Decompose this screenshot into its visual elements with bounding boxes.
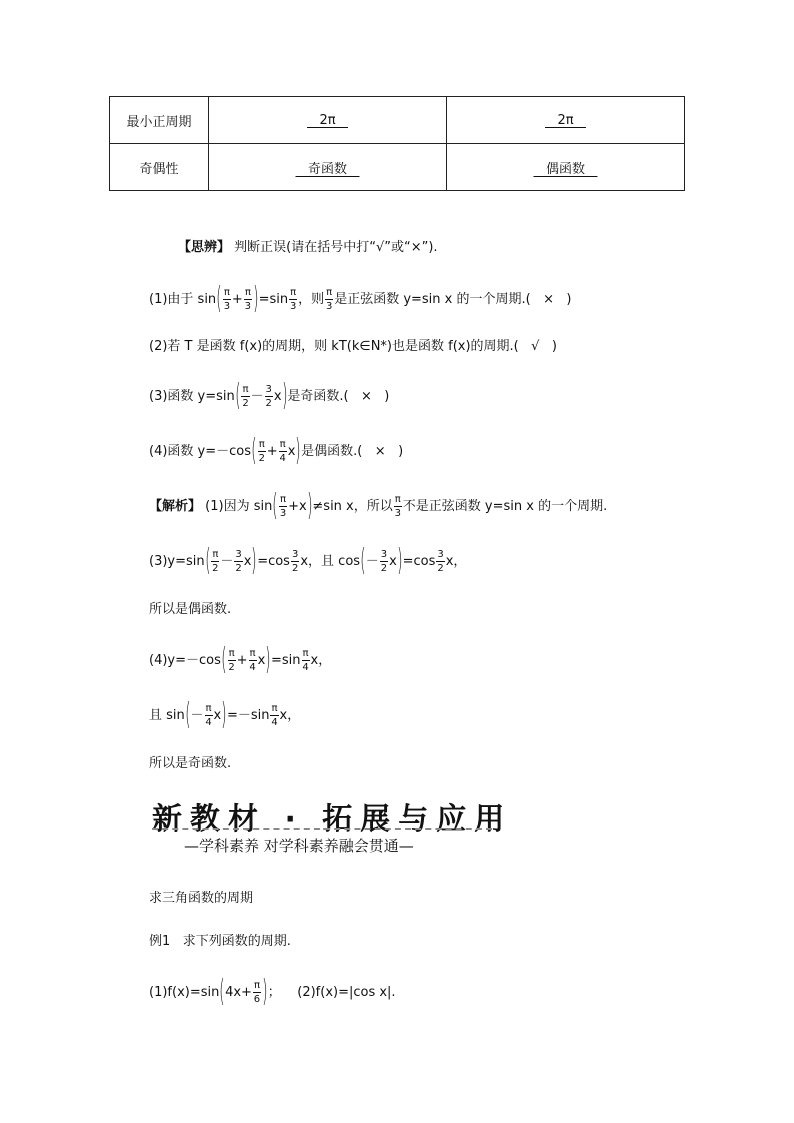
answer-mark: ×	[374, 443, 386, 459]
cell-value: 2π	[209, 97, 447, 144]
question-4: (4)函数 y=－cos ( $\frac{\pi}{2}$ + $\frac{\pi}{4}$ x ) 是偶函数.( × )	[149, 433, 404, 468]
example-1-heading: 例1 求下列函数的周期.	[149, 934, 291, 949]
question-3: (3)函数 y=sin ( $\frac{\pi}{2}$ － $\frac{3}{2}$ x ) 是奇函数.( × )	[149, 378, 390, 413]
table-row	[110, 97, 685, 144]
cell-value: 奇函数	[209, 144, 447, 191]
answer-mark: ×	[360, 388, 372, 404]
answer-mark: ×	[543, 291, 555, 307]
row-label: 奇偶性	[110, 144, 209, 191]
section-banner-subtitle: —学科素养 对学科素养融会贯通—	[184, 837, 414, 855]
cell-value: 2π	[447, 97, 685, 144]
cell-value: 偶函数	[447, 144, 685, 191]
solution-1: 【解析】 (1)因为 sin ( $\frac{\pi}{3}$ + x ) ≠sin x，所以 $\frac{\pi}{3}$ 不是正弦函数 y=sin x 的一个周期.	[149, 488, 608, 523]
section-banner-title: 新教材 · 拓展与应用	[152, 802, 513, 837]
solution-3: (3)y=sin ( $\frac{\pi}{2}$ － $\frac{3}{2}$ x ) =cos $\frac{3}{2}$ x，且 cos ( － $\frac{3}{2}$ x ) =cos $\frac{3}{2}$ x，	[149, 543, 467, 578]
solution-4-step: 且 sin ( － $\frac{\pi}{4}$ x ) =－sin $\frac{\pi}{4}$ x，	[149, 697, 301, 732]
answer-mark: √	[531, 339, 540, 354]
question-2: (2)若 T 是函数 f(x)的周期，则 kT(k∈N*)也是函数 f(x)的周期.( √ )	[149, 339, 557, 354]
example-1-problems: (1)f(x)=sin ( 4x + $\frac{\pi}{6}$ ) ； (2)f(x)=|cos x|.	[149, 974, 396, 1009]
solution-4-conclusion: 所以是奇函数.	[149, 756, 232, 771]
solution-4: (4)y=－cos ( $\frac{\pi}{2}$ + $\frac{\pi}{4}$ x ) =sin $\frac{\pi}{4}$ x，	[149, 642, 332, 677]
table-row	[110, 144, 685, 191]
function-properties-table	[109, 96, 685, 191]
solution-3-conclusion: 所以是偶函数.	[149, 602, 232, 617]
sibian-intro: 【思辨】 判断正误(请在括号中打“√”或“×”).	[178, 240, 438, 255]
question-1: (1)由于 sin ( $\frac{\pi}{3}$ + $\frac{\pi}{3}$ ) =sin $\frac{\pi}{3}$ ，则 $\frac{\pi}{3}$ 是正弦函数 y=sin x 的一个周期.( × )	[149, 281, 572, 316]
row-label: 最小正周期	[110, 97, 209, 144]
topic-heading: 求三角函数的周期	[149, 891, 254, 906]
banner-dashed-rule	[152, 828, 492, 830]
